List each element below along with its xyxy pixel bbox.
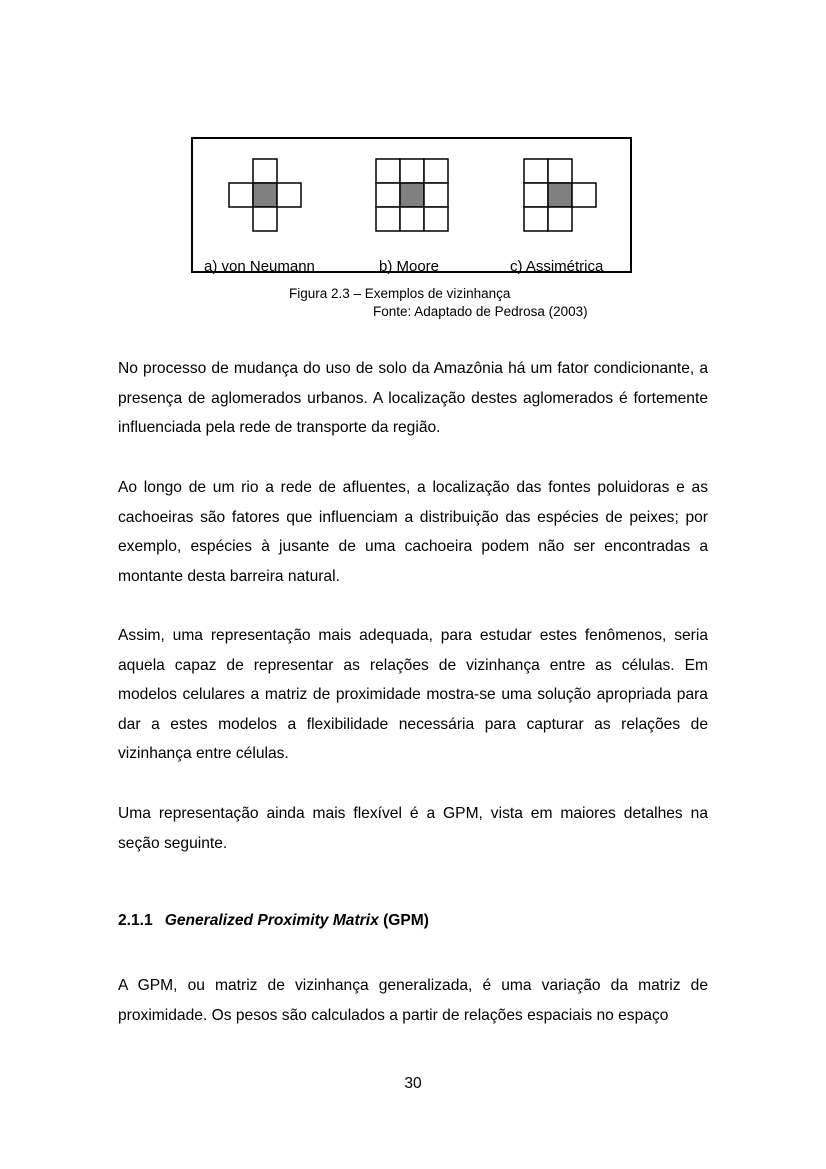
neighborhood-diagrams	[193, 139, 634, 275]
figure-source: Fonte: Adaptado de Pedrosa (2003)	[373, 304, 588, 319]
section-number: 2.1.1	[118, 912, 153, 929]
cell	[424, 159, 448, 183]
cell-right	[277, 183, 301, 207]
moore-grid	[376, 159, 448, 231]
cell-bottom	[253, 207, 277, 231]
cell-center	[548, 183, 572, 207]
cell	[400, 207, 424, 231]
cell-left	[229, 183, 253, 207]
cell	[376, 159, 400, 183]
cell	[548, 159, 572, 183]
section-title-italic: Generalized Proximity Matrix	[164, 912, 379, 929]
cell-center	[400, 183, 424, 207]
von-neumann-grid	[229, 159, 301, 231]
cell	[572, 183, 596, 207]
figure-caption: Figura 2.3 – Exemplos de vizinhança	[289, 286, 511, 301]
cell-top	[253, 159, 277, 183]
paragraph-2: Ao longo de um rio a rede de afluentes, a localização das fontes poluidoras e as cachoeiras são fatores que influenciam a distribuição das espécies de peixes; por exemplo, espécies à jusante de uma cachoeira podem não ser encontradas a montante desta barreira natural.	[118, 479, 708, 585]
section-heading	[118, 912, 429, 930]
cell	[548, 207, 572, 231]
paragraph-1: No processo de mudança do uso de solo da Amazônia há um fator condicionante, a presença de aglomerados urbanos. A localização destes aglomerados é fortemente influenciada pela rede de transporte da região.	[118, 360, 708, 436]
section-title-suffix: (GPM)	[378, 912, 429, 929]
cell	[424, 183, 448, 207]
figure-neighborhood-examples	[191, 137, 632, 273]
asymmetric-grid	[524, 159, 596, 231]
cell	[376, 183, 400, 207]
cell	[524, 159, 548, 183]
paragraph-4: Uma representação ainda mais flexível é a GPM, vista em maiores detalhes na seção seguinte.	[118, 805, 708, 852]
page-number: 30	[404, 1075, 422, 1092]
panel-label-asymmetric: c) Assimétrica	[510, 258, 604, 275]
cell-center	[253, 183, 277, 207]
panel-label-moore: b) Moore	[379, 258, 440, 275]
panel-label-von-neumann: a) von Neumann	[204, 258, 315, 275]
paragraph-5: A GPM, ou matriz de vizinhança generalizada, é uma variação da matriz de proximidade. Os pesos são calculados a partir de relações espaciais no espaço	[118, 977, 708, 1024]
cell	[400, 159, 424, 183]
cell	[524, 207, 548, 231]
paragraph-3: Assim, uma representação mais adequada, para estudar estes fenômenos, seria aquela capaz de representar as relações de vizinhança entre as células. Em modelos celulares a matriz de proximidade mostra-se uma solução apropriada para dar a estes modelos a flexibilidade necessária para capturar as relações de vizinhança entre células.	[118, 627, 708, 762]
cell	[424, 207, 448, 231]
cell	[376, 207, 400, 231]
cell	[524, 183, 548, 207]
